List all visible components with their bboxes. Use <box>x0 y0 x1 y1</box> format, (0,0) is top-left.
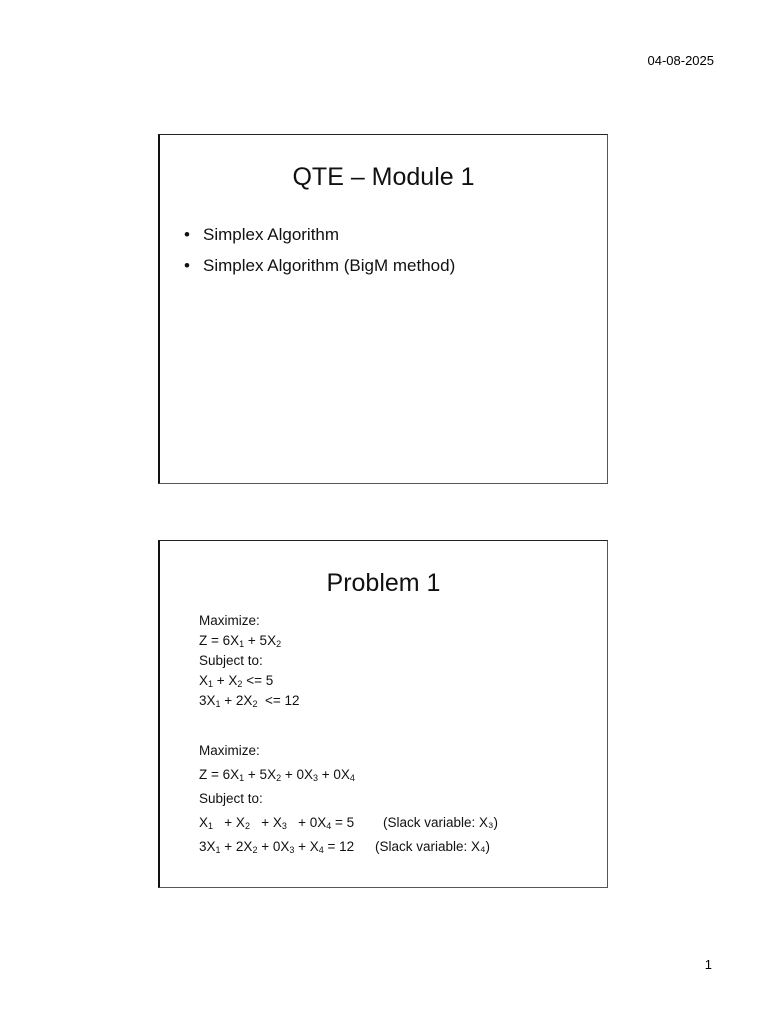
title-slide <box>158 134 608 484</box>
slide-title: QTE – Module 1 <box>292 163 475 191</box>
slack-note: (Slack variable: X₄) <box>375 839 491 854</box>
equation-1: $X_1 + X_2 + X_3 + 0X_4 = 5$ (Slack variable: X₃) <box>199 811 355 835</box>
bullet-item: • Simplex Algorithm (BigM method) <box>184 250 455 281</box>
original-formulation <box>199 611 300 711</box>
maximize-label: Maximize: <box>199 613 260 628</box>
page-number: 1 <box>704 957 712 972</box>
bullet-icon: • <box>184 256 190 275</box>
header-date: 04-08-2025 <box>647 53 714 68</box>
bullet-icon: • <box>184 225 190 244</box>
standard-formulation <box>199 739 499 859</box>
maximize-label: Maximize: <box>199 743 260 758</box>
subject-to-label: Subject to: <box>199 791 263 806</box>
subject-to-label: Subject to: <box>199 653 263 668</box>
equation-2: $3X_1 + 2X_2 + 0X_3 + X_4 = 12$ (Slack variable: X₄) <box>199 835 355 859</box>
slack-note: (Slack variable: X₃) <box>383 815 499 830</box>
bullet-item: • Simplex Algorithm <box>184 219 455 250</box>
constraint-2: $3X_1 + 2X_2 <= 12$ <box>199 693 300 709</box>
objective-function: $Z = 6X_1 + 5X_2$ <box>199 633 282 649</box>
constraint-1: $X_1 + X_2 <= 5$ <box>199 673 274 689</box>
slide-title: Problem 1 <box>326 569 441 597</box>
objective-function: $Z = 6X_1 + 5X_2 + 0X_3 + 0X_4$ <box>199 767 355 783</box>
problem-slide <box>158 540 608 888</box>
bullet-list <box>184 219 455 281</box>
